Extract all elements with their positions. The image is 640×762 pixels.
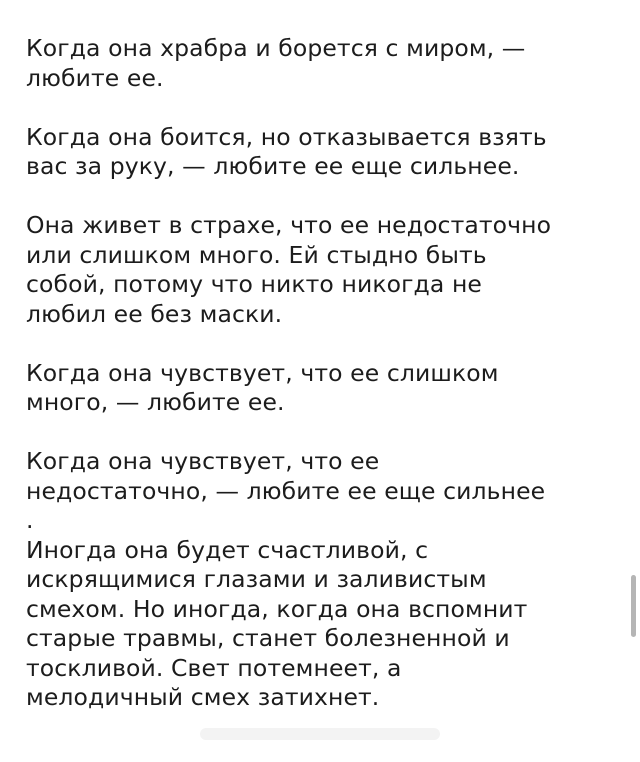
paragraph-sometimes: Иногда она будет счастливой, с искрящимися глазами и заливистым смехом. Но иногда, когда она вспомнит старые травмы, станет болезненной и тоскливой. Свет потемнеет, а мелодичный смех затихнет. bbox=[26, 535, 528, 711]
paragraph-brave: Когда она храбра и борется с миром, — любите ее. bbox=[26, 34, 526, 92]
paragraph-fear: Она живет в страхе, что ее недостаточно или слишком много. Ей стыдно быть собой, потому что никто никогда не любил ее без маски. bbox=[26, 211, 552, 328]
faded-text-remnant bbox=[200, 728, 440, 740]
article-text bbox=[26, 34, 616, 713]
scrollbar-thumb[interactable] bbox=[631, 575, 636, 637]
paragraph-too-much: Когда она чувствует, что ее слишком много, — любите ее. bbox=[26, 358, 499, 416]
paragraph-not-enough: Когда она чувствует, что ее недостаточно, — любите ее еще сильнее . bbox=[26, 447, 546, 534]
paragraph-afraid: Когда она боится, но отказывается взять вас за руку, — любите ее еще сильнее. bbox=[26, 122, 547, 180]
